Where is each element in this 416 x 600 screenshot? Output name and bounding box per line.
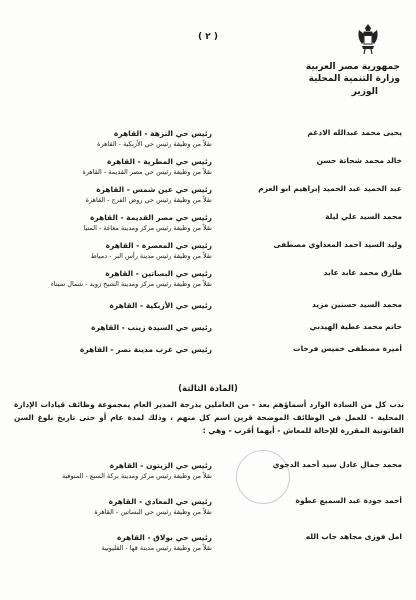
article-three-title: (المادة الثالثة): [178, 384, 238, 394]
eagle-emblem-icon: [356, 22, 380, 56]
page-number: ( ٢ ): [198, 32, 218, 42]
official-name: محمد السيد علي ليلة: [325, 212, 402, 221]
official-name: أميرة مصطفى خميس فرحات: [293, 344, 402, 353]
official-name: يحيى محمد عبدالله الادغم: [307, 128, 402, 137]
header-country: جمهورية مصر العربية: [305, 62, 400, 72]
official-name: امل فوزى مجاهد جاب الله: [305, 532, 402, 541]
official-post: رئيس حي الزيتون - القاهرة نقلاً من وظيفة رئيس مركز ومدينة بركة السبع - المنوفية: [61, 461, 212, 480]
official-post: رئيس حي مصر القديمة - القاهرة نقلاً من وظيفة رئيس مركز ومدينة مغاغة - المنيا: [83, 213, 212, 232]
official-name: خالد محمد شحاتة حسن: [316, 156, 402, 165]
assignment-row: [0, 496, 416, 530]
official-name: طارق محمد عابد عابد: [323, 268, 402, 277]
official-name: محمد السيد حسنين مزيد: [311, 300, 402, 309]
official-name: حاتم محمد عطية الهيدبي: [309, 322, 402, 331]
assignment-row: [0, 460, 416, 494]
official-name: عبد الحميد عبد الحميد إبراهيم ابو العزم: [258, 184, 402, 193]
official-name: محمد جمال عادل سيد أحمد الدجوي: [272, 460, 402, 469]
official-post: رئيس حي السيدة زينب - القاهرة: [91, 323, 212, 332]
assignment-row: [0, 344, 416, 378]
official-post: رئيس حي المعادي - القاهرة نقلاً من وظيفة رئيس حي البساتين - القاهرة: [94, 497, 212, 516]
assignment-row: [0, 532, 416, 566]
header-office: الوزير: [351, 87, 378, 97]
official-post: رئيس حي الأزبكية - القاهرة: [109, 301, 212, 310]
official-post: رئيس حي النزهة - القاهرة نقلاً من وظيفة رئيس حي الأزبكية - القاهرة: [97, 129, 212, 148]
article-three-text: ندب كل من السادة الوارد أسماؤهم بعد - من العاملين بدرجة المدير العام بمجموعة وظائف قيادات الإدارة المحلية - للعمل في الوظائف الموضحة قرين اسم كل منهم ، وذلك لمدة عام أو حتى تاريخ بلوغ السن القانونية المقررة للإحالة للمعاش - أيهما أقرب - وهي :: [14, 400, 404, 435]
official-post: رئيس حي عين شمس - القاهرة نقلاً من وظيفة رئيس حي روض الفرج - القاهرة: [85, 185, 212, 204]
official-name: أحمد جودة عبد السميع عطوة: [295, 496, 402, 505]
assignment-row: [0, 268, 416, 302]
official-post: رئيس حي بولاق - القاهرة نقلاً من وظيفة رئيس مدينة قها - القليوبية: [101, 533, 212, 552]
official-post: رئيس حي غرب مدينة نصر - القاهرة: [79, 345, 212, 354]
official-post: رئيس حي البساتين - القاهرة نقلاً من وظيفة رئيس مركز ومدينة الشيخ زويد - شمال سيناء: [50, 269, 212, 288]
official-post: رئيس حي المعصرة - القاهرة نقلاً من وظيفة رئيس مدينة رأس البر - دمياط: [90, 241, 212, 260]
header-ministry: وزارة التنمية المحلية: [308, 74, 400, 84]
official-post: رئيس حي المطرية - القاهرة نقلاً من وظيفة رئيس حي مصر القديمة - القاهرة: [82, 157, 212, 176]
official-name: وليد السيد احمد المعداوي مصطفى: [273, 240, 402, 249]
